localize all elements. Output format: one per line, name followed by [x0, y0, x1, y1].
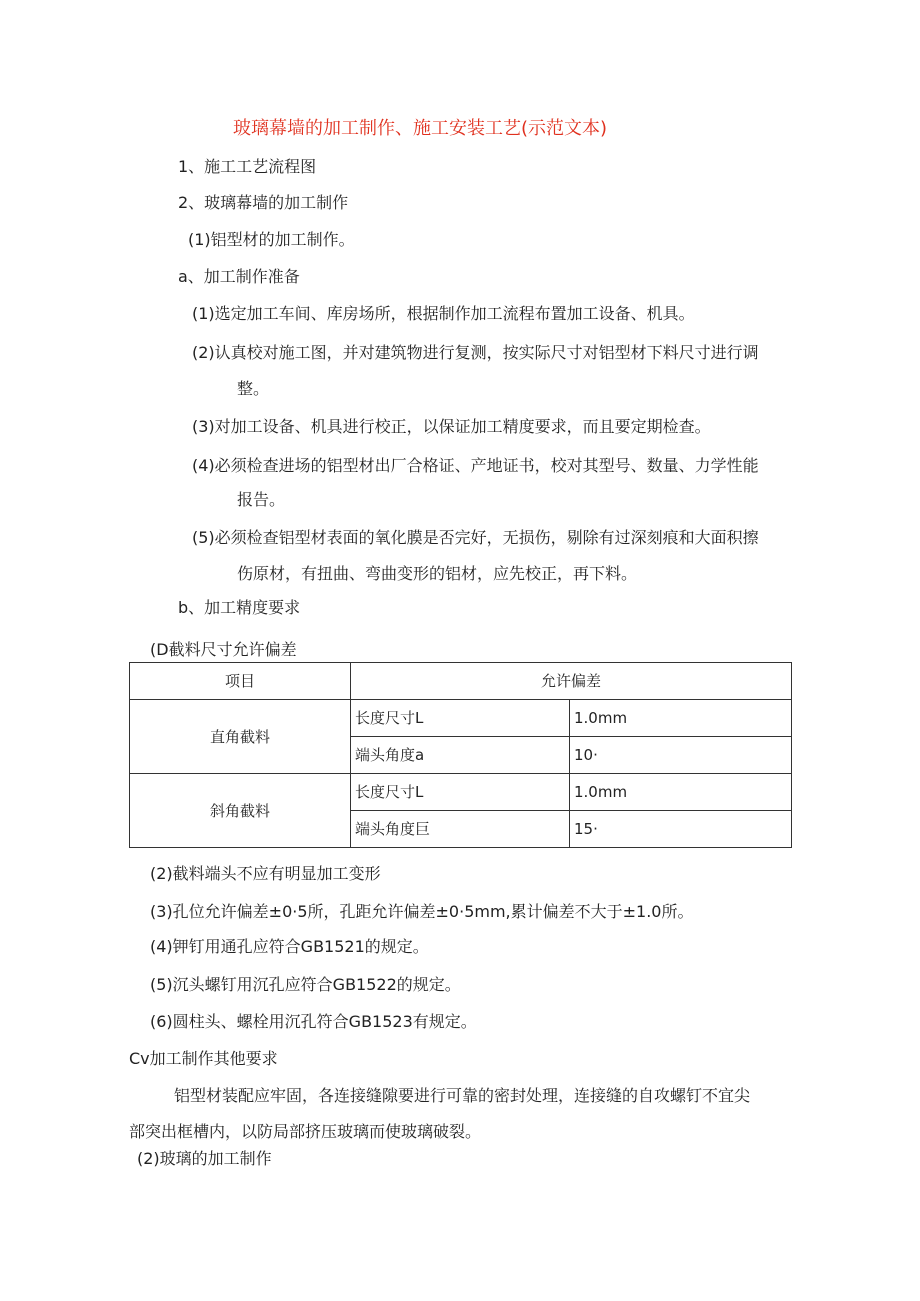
table-row	[130, 774, 792, 811]
section-heading: 1、施工工艺流程图	[178, 157, 317, 176]
subsection-heading: a、加工制作准备	[178, 267, 300, 286]
paragraph-line: 铝型材装配应牢固，各连接缝隙要进行可靠的密封处理，连接缝的自攻螺钉不宜尖	[174, 1086, 751, 1105]
table-row	[130, 700, 792, 737]
section-heading: 2、玻璃幕墙的加工制作	[178, 193, 349, 212]
table-header-tolerance: 允许偏差	[351, 663, 792, 700]
list-item: (2)截料端头不应有明显加工变形	[150, 864, 381, 883]
table-cell-value: 10·	[570, 737, 792, 774]
list-item: (5)沉头螺钉用沉孔应符合GB1522的规定。	[150, 975, 461, 994]
list-item: (6)圆柱头、螺栓用沉孔符合GB1523有规定。	[150, 1012, 477, 1031]
table-group-name: 直角截料	[130, 700, 351, 774]
list-item-continuation: 报告。	[237, 490, 286, 509]
subsection-heading: b、加工精度要求	[178, 598, 301, 617]
table-cell-param: 长度尺寸L	[351, 774, 570, 811]
paragraph-line: 部突出框槽内，以防局部挤压玻璃而使玻璃破裂。	[129, 1122, 482, 1141]
list-item-continuation: 伤原材，有扭曲、弯曲变形的铝材，应先校正，再下料。	[237, 564, 638, 583]
list-item: (1)选定加工车间、库房场所，根据制作加工流程布置加工设备、机具。	[192, 304, 695, 323]
table-cell-value: 1.0mm	[570, 774, 792, 811]
table-header-row	[130, 663, 792, 700]
list-item: (3)对加工设备、机具进行校正，以保证加工精度要求，而且要定期检查。	[192, 417, 711, 436]
list-item: (5)必须检查铝型材表面的氧化膜是否完好，无损伤，剔除有过深刻痕和大面积擦	[192, 528, 759, 547]
subsection-heading: Cv加工制作其他要求	[129, 1049, 278, 1068]
table-cell-param: 端头角度巨	[351, 811, 570, 848]
list-item: (3)孔位允许偏差±0·5所，孔距允许偏差±0·5mm,累计偏差不大于±1.0所。	[150, 902, 694, 921]
table-cell-value: 15·	[570, 811, 792, 848]
table-caption: (D截料尺寸允许偏差	[150, 640, 297, 659]
subsection-heading: (2)玻璃的加工制作	[137, 1149, 272, 1168]
list-item: (4)钾钉用通孔应符合GB1521的规定。	[150, 937, 429, 956]
table-cell-param: 端头角度a	[351, 737, 570, 774]
tolerance-table	[129, 662, 792, 848]
list-item: (2)认真校对施工图，并对建筑物进行复测，按实际尺寸对铝型材下料尺寸进行调	[192, 343, 759, 362]
document-title: 玻璃幕墙的加工制作、施工安装工艺(示范文本)	[233, 118, 608, 139]
table-cell-param: 长度尺寸L	[351, 700, 570, 737]
list-item-continuation: 整。	[237, 379, 270, 398]
list-item: (4)必须检查进场的铝型材出厂合格证、产地证书，校对其型号、数量、力学性能	[192, 456, 759, 475]
table-cell-value: 1.0mm	[570, 700, 792, 737]
subsection-heading: (1)铝型材的加工制作。	[188, 230, 355, 249]
table-group-name: 斜角截料	[130, 774, 351, 848]
table-header-item: 项目	[130, 663, 351, 700]
